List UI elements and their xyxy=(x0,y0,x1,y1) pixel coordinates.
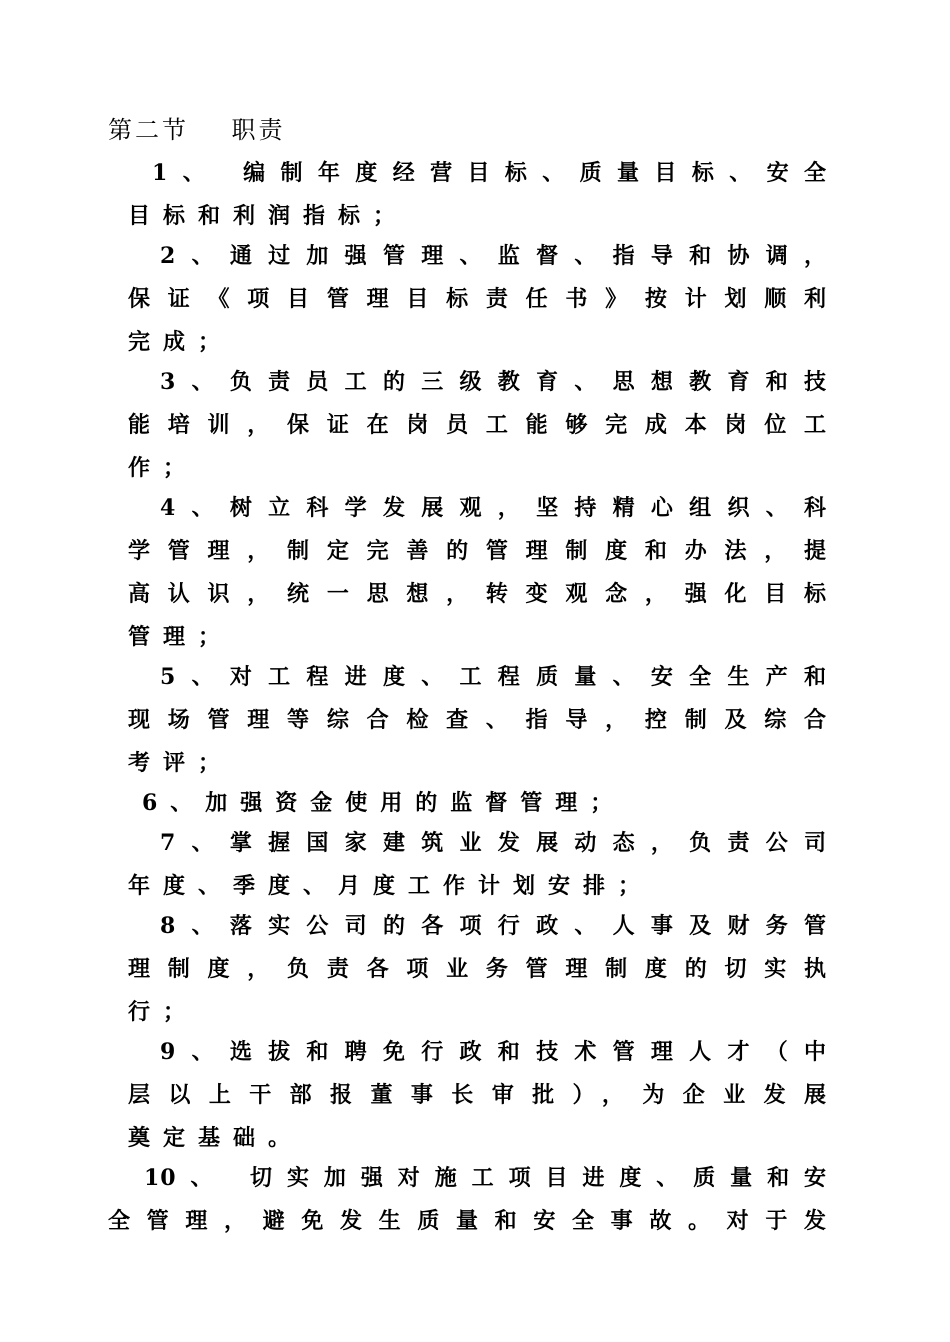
text-line-22: 9、选拔和聘免行政和技术管理人才（中 xyxy=(160,1039,827,1065)
text-line-24: 奠定基础。 xyxy=(128,1125,304,1151)
text-line-13: 5、对工程进度、工程质量、安全生产和 xyxy=(160,664,827,690)
text-line-23: 层以上干部报董事长审批），为企业发展 xyxy=(128,1082,827,1108)
text-line-16: 6、加强资金使用的监督管理； xyxy=(142,790,626,816)
text-line-18: 年度、季度、月度工作计划安排； xyxy=(128,873,654,899)
text-line-10: 学管理，制定完善的管理制度和办法，提 xyxy=(128,538,827,564)
text-line-2: 目标和利润指标； xyxy=(128,203,409,229)
text-line-25: 10、 切实加强对施工项目进度、质量和安 xyxy=(144,1165,827,1191)
text-line-12: 管理； xyxy=(128,624,234,650)
text-line-4: 保证《项目管理目标责任书》按计划顺利 xyxy=(128,286,827,312)
text-line-14: 现场管理等综合检查、指导，控制及综合 xyxy=(128,707,827,733)
text-line-1: 1、 编制年度经营目标、质量目标、安全 xyxy=(152,160,827,186)
text-line-21: 行； xyxy=(128,999,199,1025)
text-line-9: 4、树立科学发展观，坚持精心组织、科 xyxy=(160,495,827,521)
text-line-20: 理制度，负责各项业务管理制度的切实执 xyxy=(128,956,827,982)
text-line-19: 8、落实公司的各项行政、人事及财务管 xyxy=(160,913,827,939)
text-line-3: 2、通过加强管理、监督、指导和协调， xyxy=(160,243,827,269)
text-line-17: 7、掌握国家建筑业发展动态，负责公司 xyxy=(160,830,827,856)
text-line-7: 能培训，保证在岗员工能够完成本岗位工 xyxy=(128,412,827,438)
text-line-15: 考评； xyxy=(128,750,234,776)
section-title: 第二节 职责 xyxy=(108,116,286,144)
text-line-8: 作； xyxy=(128,455,199,481)
text-line-11: 高认识，统一思想，转变观念，强化目标 xyxy=(128,581,827,607)
text-line-5: 完成； xyxy=(128,329,234,355)
text-line-6: 3、负责员工的三级教育、思想教育和技 xyxy=(160,369,827,395)
text-line-26: 全管理，避免发生质量和安全事故。对于发 xyxy=(108,1208,827,1234)
